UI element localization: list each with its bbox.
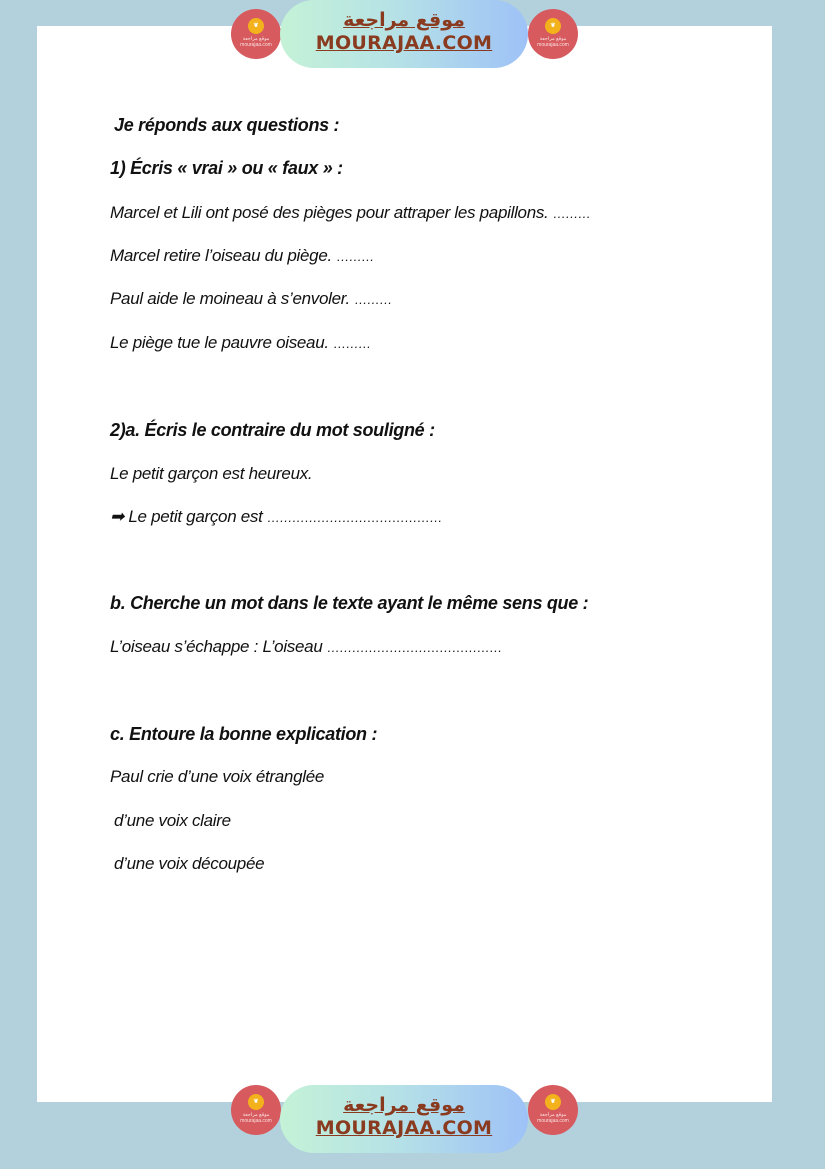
book-icon: ❦ xyxy=(545,18,561,34)
q1-item-text: Paul aide le moineau à s’envoler. xyxy=(110,289,350,308)
logo-caption-ar: موقع مراجعة xyxy=(242,36,270,42)
q2b-prompt: L’oiseau s’échappe : L’oiseau xyxy=(110,637,323,656)
site-logo-right[interactable] xyxy=(528,9,578,59)
worksheet-page xyxy=(37,26,772,1102)
site-link-pill[interactable] xyxy=(280,0,528,68)
site-arabic-title[interactable]: موقع مراجعة xyxy=(343,1094,465,1116)
q2c-title: c. Entoure la bonne explication : xyxy=(110,724,378,744)
logo-caption-ar: موقع مراجعة xyxy=(539,1112,567,1118)
q2c-option[interactable]: d’une voix claire xyxy=(114,811,231,830)
answer-blank[interactable]: ……… xyxy=(333,336,371,351)
site-banner-bottom[interactable] xyxy=(231,1083,579,1157)
book-icon: ❦ xyxy=(248,18,264,34)
site-name-link[interactable]: MOURAJAA.COM xyxy=(315,32,493,54)
logo-caption-en: mourajaa.com xyxy=(240,1118,272,1124)
q1-item xyxy=(110,289,392,309)
logo-caption-en: mourajaa.com xyxy=(537,1118,569,1124)
arrow-right-icon: ➡ xyxy=(110,507,124,526)
answer-blank[interactable]: …………………………………… xyxy=(326,640,502,655)
q1-item xyxy=(110,203,590,223)
q1-item xyxy=(110,246,374,266)
site-logo-right[interactable] xyxy=(528,1085,578,1135)
q2c-option[interactable]: d’une voix découpée xyxy=(114,854,265,873)
site-link-pill[interactable] xyxy=(280,1085,528,1153)
intro-heading: Je réponds aux questions : xyxy=(114,115,340,135)
site-banner-top[interactable] xyxy=(231,0,579,74)
q2b-title: b. Cherche un mot dans le texte ayant le même sens que : xyxy=(110,593,589,613)
q1-item xyxy=(110,333,371,353)
site-logo-left[interactable] xyxy=(231,1085,281,1135)
q2a-sentence: Le petit garçon est heureux. xyxy=(110,464,313,483)
q1-title: 1) Écris « vrai » ou « faux » : xyxy=(110,158,343,178)
answer-blank[interactable]: …………………………………… xyxy=(267,510,442,525)
site-arabic-title[interactable]: موقع مراجعة xyxy=(343,9,465,31)
site-name-link[interactable]: MOURAJAA.COM xyxy=(315,1117,493,1139)
q2b-prompt-line xyxy=(110,637,502,657)
answer-blank[interactable]: ……… xyxy=(552,206,591,221)
q2c-option[interactable]: Paul crie d’une voix étranglée xyxy=(110,767,325,786)
logo-caption-ar: موقع مراجعة xyxy=(539,36,567,42)
logo-caption-ar: موقع مراجعة xyxy=(242,1112,270,1118)
q2a-answer-prefix: Le petit garçon est xyxy=(128,507,263,526)
q2a-title: 2)a. Écris le contraire du mot souligné : xyxy=(110,420,435,440)
q2a-answer-line xyxy=(110,507,442,527)
logo-caption-en: mourajaa.com xyxy=(240,42,272,48)
q1-item-text: Marcel retire l’oiseau du piège. xyxy=(110,246,332,265)
q1-item-text: Marcel et Lili ont posé des pièges pour attraper les papillons. xyxy=(110,203,549,222)
book-icon: ❦ xyxy=(248,1094,264,1110)
q1-item-text: Le piège tue le pauvre oiseau. xyxy=(110,333,329,352)
site-logo-left[interactable] xyxy=(231,9,281,59)
book-icon: ❦ xyxy=(545,1094,561,1110)
logo-caption-en: mourajaa.com xyxy=(537,42,569,48)
answer-blank[interactable]: ……… xyxy=(354,292,392,307)
answer-blank[interactable]: ……… xyxy=(336,249,374,264)
